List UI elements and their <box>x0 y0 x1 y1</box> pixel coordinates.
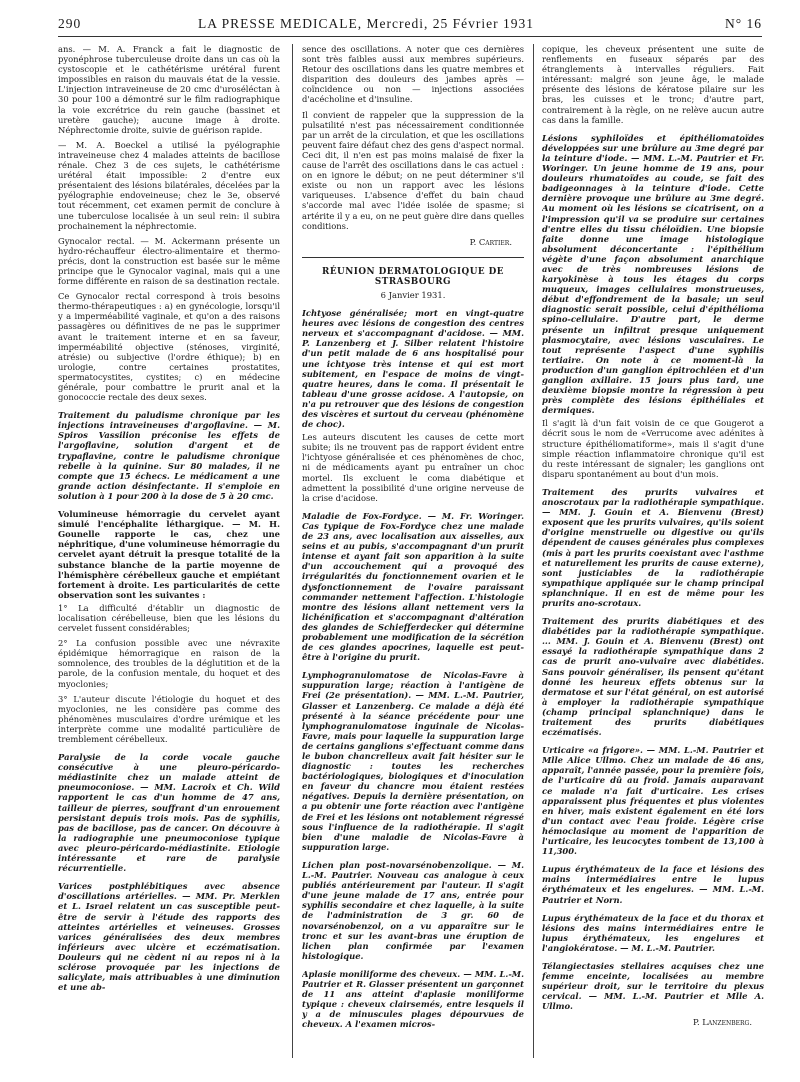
column-rule <box>533 44 534 1058</box>
section-heading-paragraph: Urticaire «a frigore». — MM. L.-M. Pautrier et Mlle Alice Ullmo. Chez un malade de 46 ans, apparaît, l'année passée, pour la première fois, de l'urticaire dû au froid. Jamais auparavant ce malade n'a fait d'urticaire. Les crises apparaissent plus fréquentes et plus violentes en hiver, mais existent également en été lors d'un contact avec l'eau froide. Légère crise hémoclasique au moment de l'apparition de l'urticaire, les leucocytes tombent de 13,100 à 11,300. <box>542 745 764 857</box>
column-rule <box>292 44 293 1058</box>
section-heading-paragraph: Volumineuse hémorragie du cervelet ayant simulé l'encéphalite léthargique. — M. H. Gounelle rapporte le cas, chez une néphritique, d'une volumineuse hémorragie du cervelet ayant détruit la presque totalité de la substance blanche de la partie moyenne de l'hémisphère cérébelleux gauche et empiétant fortement à droite. Les particularités de cette observation sont les suivantes : <box>58 509 280 600</box>
section-heading-paragraph: Ichtyose généralisée; mort en vingt-quatre heures avec lésions de congestion des centres nerveux et s'accompagnant d'acidose. — MM. P. Lanzenberg et J. Silber relatent l'histoire d'un petit malade de 6 ans hospitalisé pour une ichtyose très intense et qui est mort subitement, en l'espace de moins de vingt-quatre heures, dans le coma. Il présentait le tableau d'une grosse acidose. A l'autopsie, on n'a pu retrouver que des lésions de congestion des viscères et surtout du cerveau (phénomène de choc). <box>302 308 524 430</box>
paragraph: sence des oscillations. A noter que ces dernières sont très faibles aussi aux membres supérieurs. Retour des oscillations dans les quatre membres et disparition des douleurs des jambes après — coïncidence ou non — injections associées d'acécholine et d'insuline. <box>302 44 524 105</box>
column-1 <box>58 44 280 1072</box>
paragraph: 1° La difficulté d'établir un diagnostic de localisation cérébelleuse, bien que les lésions du cervelet fussent considérables; <box>58 602 280 634</box>
signature: P. Cartier. <box>469 236 512 247</box>
page-number: 290 <box>58 16 82 31</box>
section-heading-paragraph: Télangiectasies stellaires acquises chez une femme enceinte, localisées au membre supérieur droit, sur le territoire du plexus cervical. — MM. L.-M. Pautrier et Mlle A. Ullmo. <box>542 960 764 1012</box>
paragraph: 2° La confusion possible avec une névraxite épidémique hémorragique en raison de la somnolence, des troubles de la déglutition et de la parole, de la confusion mentale, du hoquet et des myoclonies; <box>58 638 280 689</box>
paragraph: — M. A. Boeckel a utilisé la pyélographie intraveineuse chez 4 malades atteints de bacillose rénale. Chez 3 de ces sujets, le cathétérisme urétéral était impossible: 2 d'entre eux présentaient des lésions bilatérales, décelées par la pyélographie endoveineuse; chez le 3e, observé tout récemment, cet examen permit de conclure à une tuberculose localisée à un seul rein: il subira prochainement la néphrectomie. <box>58 139 280 231</box>
paragraph: Gynocalor rectal. — M. Ackermann présente un hydro-réchauffeur électro-alimentaire et thermo-précis, dont la construction est basée sur le même principe que le Gynocalor vaginal, mais qui a une forme différente en raison de sa destination rectale. <box>58 235 280 287</box>
section-heading-paragraph: Traitement du paludisme chronique par les injections intraveineuses d'argoflavine. — M. Spiros Vassilion préconise les effets de l'argoflavine, solution d'argent et de trypaflavine, contre le paludisme chronique rebelle à la quinine. Sur 80 malades, il ne compte que 15 échecs. Le médicament a une grande action désinfectante. Il s'emploie en solution à 1 pour 200 à la dose de 5 à 20 cmc. <box>58 410 280 501</box>
paragraph: 3° L'auteur discute l'étiologie du hoquet et des myoclonies, ne les considère pas comme des phénomènes musculaires d'ordre urémique et les interprète comme une modalité particulière de tremblement cérébelleux. <box>58 693 280 744</box>
column-2 <box>302 44 524 1072</box>
section-heading-paragraph: Lichen plan post-novarsénobenzolique. — M. L.-M. Pautrier. Nouveau cas analogue à ceux publiés antérieurement par l'auteur. Il s'agit d'une jeune malade de 17 ans, entrée pour syphilis secondaire et chez laquelle, à la suite de l'administration de 3 gr. 60 de novarsénobenzol, on a vu apparaître sur le tronc et sur les avant-bras une éruption de lichen plan confirmée par l'examen histologique. <box>302 859 524 961</box>
paragraph: Il s'agit là d'un fait voisin de ce que Gougerot a décrit sous le nom de «Verrucome avec adénites à structure épithéliomatiforme», mais il s'agit d'une simple réaction inflammatoire chronique qu'il est du reste intéressant de signaler; les ganglions ont disparu spontanément au bout d'un mois. <box>542 418 764 479</box>
section-date: 6 Janvier 1931. <box>380 289 446 300</box>
section-heading-paragraph: Lupus érythémateux de la face et lésions des mains intermédiaires entre le lupus érythémateux et les engelures. — MM. L.-M. Pautrier et Norn. <box>542 864 764 905</box>
paragraph: ans. — M. A. Franck a fait le diagnostic de pyonéphrose tuberculeuse droite dans un cas où la cystoscopie et le cathétérisme urétéral furent impossibles en raison du mauvais état de la vessie. L'injection intraveineuse de 20 cmc d'uroséléctan à 30 pour 100 a démontré sur le film radiographique la voie excrétrice du rein gauche (bassinet et uretère gauche); aucune image à droite. Néphrectomie droite, suivie de guérison rapide. <box>58 44 280 135</box>
section-heading-paragraph: Maladie de Fox-Fordyce. — M. Fr. Woringer. Cas typique de Fox-Fordyce chez une malade de 23 ans, avec localisation aux aisselles, aux seins et au pubis, s'accompagnant d'un prurit intense et ayant fait son apparition à la suite d'un accouchement qui a provoqué des irrégularités du fonctionnement ovarien et le dysfonctionnement de l'ovaire paraissant commander nettement l'affection. L'histologie montre des lésions allant nettement vers la lichénification et s'accompagnant d'altération des glandes de Schiefferdecker qui détermine probablement une modification de la sécrétion de ces glandes apocrines, laquelle est peut-être à l'origine du prurit. <box>302 510 524 663</box>
paragraph: Il convient de rappeler que la suppression de la pulsatilité n'est pas nécessairement conditionnée par un arrêt de la circulation, et que les oscillations peuvent faire défaut chez des gens d'aspect normal. Ceci dit, il n'en est pas moins malaisé de fixer la cause de l'arrêt des oscillations dans le cas actuel : on en ignore le début; on ne peut déterminer s'il existe ou non un rapport avec les lésions variqueuses. L'absence d'effet du bain chaud s'accorde mal avec l'idée isolée de spasme; si artérite il y a eu, on ne peut guère dire dans quelles conditions. <box>302 109 524 231</box>
paragraph: Ce Gynocalor rectal correspond à trois besoins thermo-thérapeutiques : a) en gynécologie, lorsqu'il y a imperméabilité vaginale, et qu'on a des raisons passagères ou définitives de ne pas le supprimer avant le traitement interne et en sa faveur, imperméabilité objective (sténoses, virginité, atrésie) ou subjective (l'ordre éthique); b) en urologie, contre certaines prostatites, spermatocystites, cystites; c) en médecine générale, pour combattre le prurit anal et la gonococcie rectale des deux sexes. <box>58 291 280 403</box>
section-title: RÉUNION DERMATOLOGIQUE DE STRASBOURG <box>302 257 524 287</box>
section-heading-paragraph: Lésions syphiloïdes et épithéliomatoïdes développées sur une brûlure au 3me degré par la teinture d'iode. — MM. L.-M. Pautrier et Fr. Woringer. Un jeune homme de 19 ans, pour douleurs rhumatoïdes au coude, se fait des badigeonnages à la teinture d'iode. Cette dernière provoque une brûlure au 3me degré. Au moment où les lésions se cicatrisent, on a l'impression qu'il va se produire sur certaines d'entre elles du tissu chéloïdien. Une biopsie faite donne une image histologique absolument déconcertante : l'épithélium végète d'une façon absolument anarchique avec de très nombreuses lésions de karyokinèse à tous les étages du corps muqueux, images cellulaires monstrueuses, début d'effondrement de la basale; un seul diagnostic serait possible, celui d'épithélioma spino-cellulaire. D'autre part, le derme présente un infiltrat presque uniquement plasmocytaire, avec lésions vasculaires. Le tout représente l'aspect d'une syphilis tertiaire. On note à ce moment-là la production d'un ganglion épitrochléen et d'un ganglion axillaire. 15 jours plus tard, une deuxième biopsie montre la régression à peu près complète des lésions épithéliales et dermiques. <box>542 132 764 416</box>
section-heading-paragraph: Paralysie de la corde vocale gauche consécutive à une pleuro-péricardo-médiastinite chez un malade atteint de pneumoconiose. — MM. Lacroix et Ch. Wild rapportent le cas d'un homme de 47 ans, tailleur de pierres, souffrant d'un enrouement persistant depuis trois mois. Pas de syphilis, pas de bacillose, pas de cancer. On découvre à la radiographie une pneumoconiose typique avec pleuro-péricardo-médiastinite. Etiologie intéressante et rare de paralysie récurrentielle. <box>58 752 280 874</box>
signature: P. Lanzenberg. <box>693 1017 752 1028</box>
section-heading-paragraph: Aplasie moniliforme des cheveux. — MM. L.-M. Pautrier et R. Glasser présentent un garçonnet de 11 ans atteint d'aplasie moniliforme typique : cheveux clairsemés, entre lesquels il y a de minuscules plages dépourvues de cheveux. A l'examen micros- <box>302 968 524 1030</box>
page-header <box>58 14 762 37</box>
issue-number: N° 16 <box>724 16 762 31</box>
masthead: LA PRESSE MEDICALE, Mercredi, 25 Février 1931 <box>198 16 534 31</box>
column-3 <box>542 44 764 1072</box>
section-heading-paragraph: Lupus érythémateux de la face et du thorax et lésions des mains intermédiaires entre le lupus érythémateux, les engelures et l'angiokératose. — M. L.-M. Pautrier. <box>542 912 764 953</box>
section-heading-paragraph: Varices postphlébitiques avec absence d'oscillations artérielles. — MM. Pr. Merklen et L. Israel relatent un cas susceptible peut-être de servir à l'étude des rapports des atteintes artérielles et veineuses. Grosses varices généralisées des deux membres inférieurs avec ulcère et eczématisation. Douleurs qui ne cèdent ni au repos ni à la sclérose provoquée par les injections de salicylate, mais attribuables à une diminution et une ab- <box>58 881 280 993</box>
paragraph: Les auteurs discutent les causes de cette mort subite; ils ne trouvent pas de rapport évident entre l'ichtyose généralisée et ces phénomènes de choc, ni de médicaments ayant pu entraîner un choc mortel. Ils excluent le coma diabétique et admettent la possibilité d'une origine nerveuse de la crise d'acidose. <box>302 432 524 503</box>
paragraph: copique, les cheveux présentent une suite de renflements en fuseaux séparés par des étranglements à intervalles réguliers. Fait intéressant: malgré son jeune âge, le malade présente des lésions de kératose pilaire sur les bras, les cuisses et le tronc; d'autre part, contrairement à la règle, on ne relève aucun autre cas dans la famille. <box>542 44 764 125</box>
section-heading-paragraph: Traitement des prurits diabétiques et des diabétides par la radiothérapie sympathique. ... MM. J. Gouin et A. Bienvenu (Brest) ont essayé la radiothérapie sympathique dans 2 cas de prurit ano-vulvaire avec diabétides. Sans pouvoir généraliser, ils pensent qu'étant donné les heureux effets obtenus sur la dermatose et sur l'état général, on est autorisé à employer la radiothérapie sympathique (champ principal splanchnique) dans le traitement des prurits diabétiques eczématisés. <box>542 616 764 738</box>
section-heading-paragraph: Traitement des prurits vulvaires et anoscrotaux par la radiothérapie sympathique. — MM. J. Gouin et A. Bienvenu (Brest) exposent que les prurits vulvaires, qu'ils soient d'origine menstruelle ou digestive ou qu'ils dépendent de causes générales plus complexes (mis à part les prurits coexistant avec l'asthme et naturellement les prurits de cause externe), sont justiciables de la radiothérapie sympathique appliquée sur le champ principal splanchnique. Il en est de même pour les prurits ano-scrotaux. <box>542 486 764 608</box>
section-heading-paragraph: Lymphogranulomatose de Nicolas-Favre à suppuration large; réaction à l'antigène de Frei (2e présentation). — MM. L.-M. Pautrier, Glasser et Lanzenberg. Ce malade a déjà été présenté à la séance précédente pour une lymphogranulomatose inguinale de Nicolas-Favre, mais pour laquelle la suppuration large de certains ganglions s'effectuant comme dans le bubon chancrelleux avait fait hésiter sur le diagnostic : toutes les recherches bactériologiques, biologiques et d'inoculation en faveur du chancre mou étaient restées négatives. Depuis la dernière présentation, on a pu obtenir une forte réaction avec l'antigène de Frei et les lésions ont notablement régressé sous l'influence de la radiothérapie. Il s'agit bien d'une maladie de Nicolas-Favre à suppuration large. <box>302 670 524 852</box>
